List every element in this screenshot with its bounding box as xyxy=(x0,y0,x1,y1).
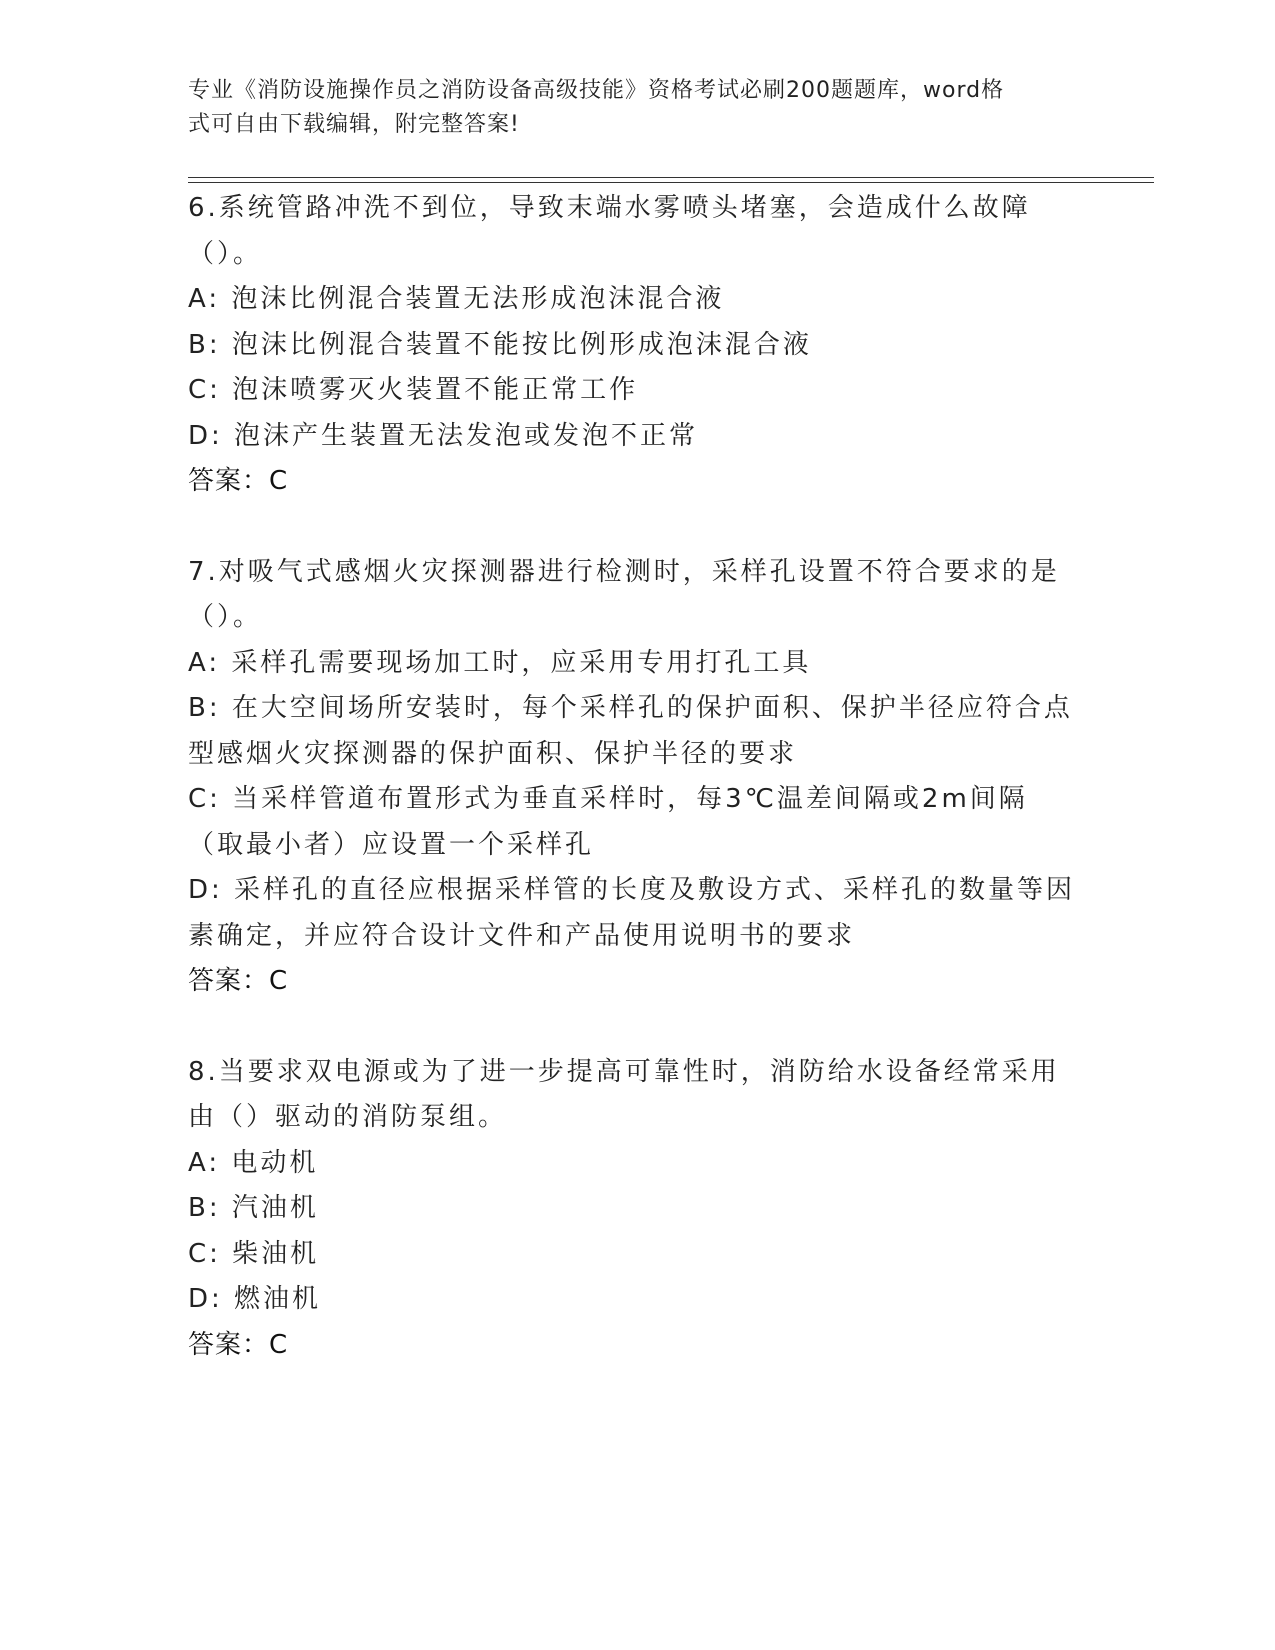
question-stem: 8.当要求双电源或为了进一步提高可靠性时，消防给水设备经常采用由（）驱动的消防泵组。 xyxy=(188,1056,1060,1132)
option-a: A: 电动机 xyxy=(188,1147,319,1178)
header-line-1: 专业《消防设施操作员之消防设备高级技能》资格考试必刷200题题库，word格 xyxy=(188,78,1005,103)
answer: 答案：C xyxy=(188,1329,289,1360)
question-6 xyxy=(188,186,1078,505)
option-b: B: 汽油机 xyxy=(188,1193,319,1223)
question-spacer xyxy=(188,1005,1078,1050)
question-spacer xyxy=(188,505,1078,550)
option-d: D: 泡沫产生装置无法发泡或发泡不正常 xyxy=(188,420,699,451)
question-7 xyxy=(188,550,1078,1005)
document-header xyxy=(188,74,1068,142)
option-c: C: 泡沫喷雾灭火装置不能正常工作 xyxy=(188,375,639,405)
header-line-2: 式可自由下载编辑，附完整答案! xyxy=(188,112,520,137)
option-b: B: 在大空间场所安装时，每个采样孔的保护面积、保护半径应符合点型感烟火灾探测器的保护面积、保护半径的要求 xyxy=(188,693,1073,769)
question-list xyxy=(188,186,1078,1368)
option-c: C: 柴油机 xyxy=(188,1238,320,1269)
answer: 答案：C xyxy=(188,466,289,496)
option-b: B: 泡沫比例混合装置不能按比例形成泡沫混合液 xyxy=(188,329,812,360)
header-divider-top xyxy=(188,177,1154,178)
question-8 xyxy=(188,1050,1078,1369)
question-stem: 6.系统管路冲洗不到位，导致末端水雾喷头堵塞，会造成什么故障（）。 xyxy=(188,193,1031,269)
answer: 答案：C xyxy=(188,966,289,996)
option-d: D: 燃油机 xyxy=(188,1284,322,1314)
question-stem: 7.对吸气式感烟火灾探测器进行检测时，采样孔设置不符合要求的是（）。 xyxy=(188,556,1060,632)
option-d: D: 采样孔的直径应根据采样管的长度及敷设方式、采样孔的数量等因素确定，并应符合设计文件和产品使用说明书的要求 xyxy=(188,875,1076,951)
option-a: A: 泡沫比例混合装置无法形成泡沫混合液 xyxy=(188,284,725,314)
option-c: C: 当采样管道布置形式为垂直采样时，每3℃温差间隔或2m间隔（取最小者）应设置一个采样孔 xyxy=(188,784,1028,860)
option-a: A: 采样孔需要现场加工时，应采用专用打孔工具 xyxy=(188,647,812,678)
header-divider-bottom xyxy=(188,182,1154,183)
